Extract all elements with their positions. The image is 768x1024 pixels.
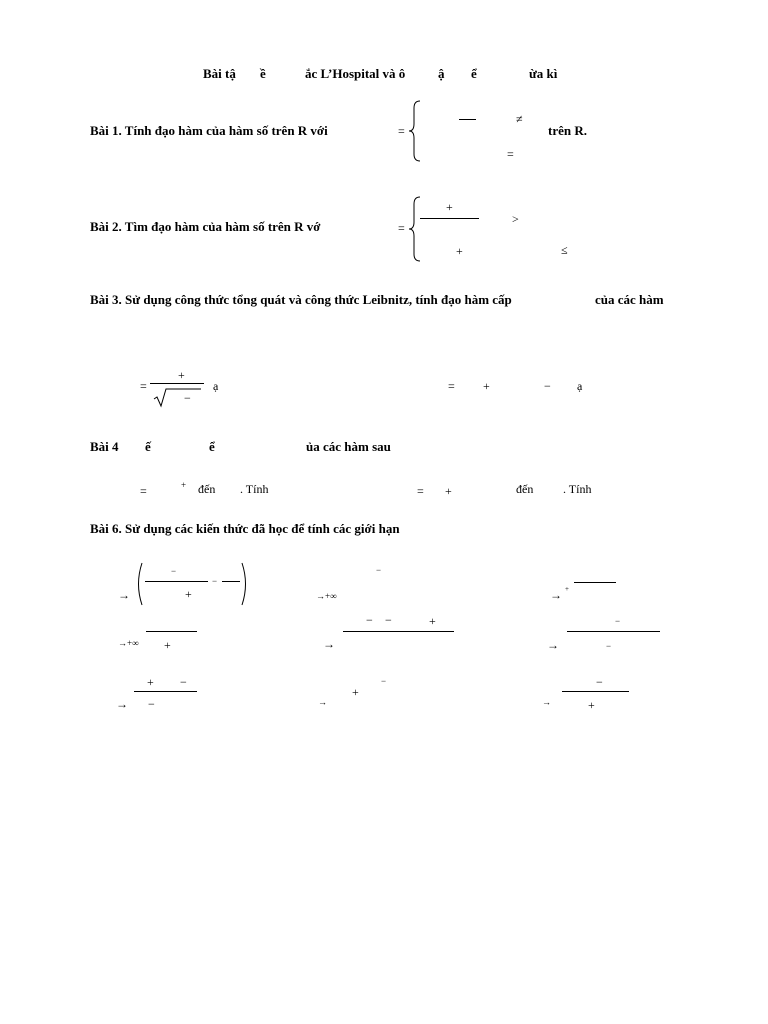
title-fragment: ắc L’Hospital và ô xyxy=(305,66,406,81)
minus-sign: − xyxy=(171,566,177,576)
plus-sign: + xyxy=(185,587,192,601)
not-equal-sign: ≠ xyxy=(516,112,523,126)
exercise-3-label-tail: của các hàm xyxy=(595,292,664,307)
fraction-bar xyxy=(146,631,197,632)
plus-sign: + xyxy=(446,200,453,214)
equals-sign: = xyxy=(507,147,514,161)
minus-sign: − xyxy=(212,576,218,586)
title-fragment: Bài tậ xyxy=(203,66,236,81)
exercise-6-label: Bài 6. Sử dụng các kiến thức đã học để tính các giới hạn xyxy=(90,521,400,536)
minus-sign: − xyxy=(615,616,621,626)
limit-arrow: →+∞ xyxy=(118,638,139,648)
limit-arrow: → xyxy=(323,637,335,651)
fraction-bar xyxy=(567,631,660,632)
limit-arrow: → xyxy=(118,588,130,602)
plus-sign: + xyxy=(429,614,436,628)
fraction-bar xyxy=(459,119,476,120)
minus-sign: − xyxy=(544,379,551,393)
minus-sign: − xyxy=(381,676,387,686)
title-fragment: ề xyxy=(260,66,266,81)
minus-sign: − xyxy=(385,613,392,627)
text-fragment: đến xyxy=(516,482,534,496)
text-fragment: . Tính xyxy=(563,482,592,496)
exercise-1-label: Bài 1. Tính đạo hàm của hàm số trên R với xyxy=(90,123,328,138)
title-fragment: ể xyxy=(471,66,477,81)
exercise-3-label: Bài 3. Sử dụng công thức tổng quát và công thức Leibnitz, tính đạo hàm cấp xyxy=(90,292,512,307)
limit-arrow: → xyxy=(547,638,559,652)
minus-sign: − xyxy=(366,613,373,627)
exercise-4-label: ể xyxy=(209,439,215,454)
minus-sign: − xyxy=(180,675,187,689)
plus-sign: + xyxy=(178,368,185,382)
plus-sign: + xyxy=(164,638,171,652)
equals-sign: = xyxy=(140,484,147,498)
plus-sign: + xyxy=(588,698,595,712)
limit-arrow: → xyxy=(318,697,327,707)
title-fragment: ậ xyxy=(438,66,445,81)
fraction-bar xyxy=(150,383,204,384)
fraction-bar xyxy=(134,691,197,692)
title-fragment: ừa kì xyxy=(529,66,558,81)
minus-sign: − xyxy=(606,641,612,651)
greater-than-sign: > xyxy=(512,212,519,226)
fraction-bar xyxy=(145,581,208,582)
plus-sign: + xyxy=(456,244,463,258)
exercise-4-label: ủa các hàm sau xyxy=(306,439,391,454)
superscript-sign: + xyxy=(565,585,569,593)
limit-arrow: →+∞ xyxy=(316,591,337,601)
right-parenthesis xyxy=(240,562,250,606)
equals-sign: = xyxy=(140,379,147,393)
fraction-bar xyxy=(562,691,629,692)
left-brace xyxy=(408,196,422,262)
fraction-bar xyxy=(222,581,240,582)
limit-arrow: → xyxy=(550,588,562,602)
minus-sign: − xyxy=(376,565,382,575)
text-fragment: ạ xyxy=(213,379,219,393)
exercise-4-label: ế xyxy=(145,439,151,454)
text-fragment: đến xyxy=(198,482,216,496)
equals-sign: = xyxy=(398,221,405,235)
left-brace xyxy=(408,100,422,162)
plus-sign: + xyxy=(445,484,452,498)
equals-sign: = xyxy=(417,484,424,498)
fraction-bar xyxy=(343,631,454,632)
minus-sign: − xyxy=(148,697,155,711)
exercise-2-label: Bài 2. Tìm đạo hàm của hàm số trên R vớ xyxy=(90,219,321,234)
text-fragment: ạ xyxy=(577,379,583,393)
plus-sign: + xyxy=(181,480,187,490)
limit-arrow: → xyxy=(116,697,128,711)
exercise-4-label: Bài 4 xyxy=(90,439,119,454)
less-or-equal-sign: ≤ xyxy=(561,243,568,257)
equals-sign: = xyxy=(398,124,405,138)
left-parenthesis xyxy=(134,562,144,606)
equals-sign: = xyxy=(448,379,455,393)
plus-sign: + xyxy=(352,685,359,699)
plus-sign: + xyxy=(147,675,154,689)
exercise-1-suffix: trên R. xyxy=(548,123,587,138)
minus-sign: − xyxy=(596,675,603,689)
minus-sign: − xyxy=(184,391,191,405)
fraction-bar xyxy=(420,218,479,219)
fraction-bar xyxy=(574,582,616,583)
plus-sign: + xyxy=(483,379,490,393)
limit-arrow: → xyxy=(542,697,551,707)
text-fragment: . Tính xyxy=(240,482,269,496)
square-root-sign xyxy=(154,388,202,408)
